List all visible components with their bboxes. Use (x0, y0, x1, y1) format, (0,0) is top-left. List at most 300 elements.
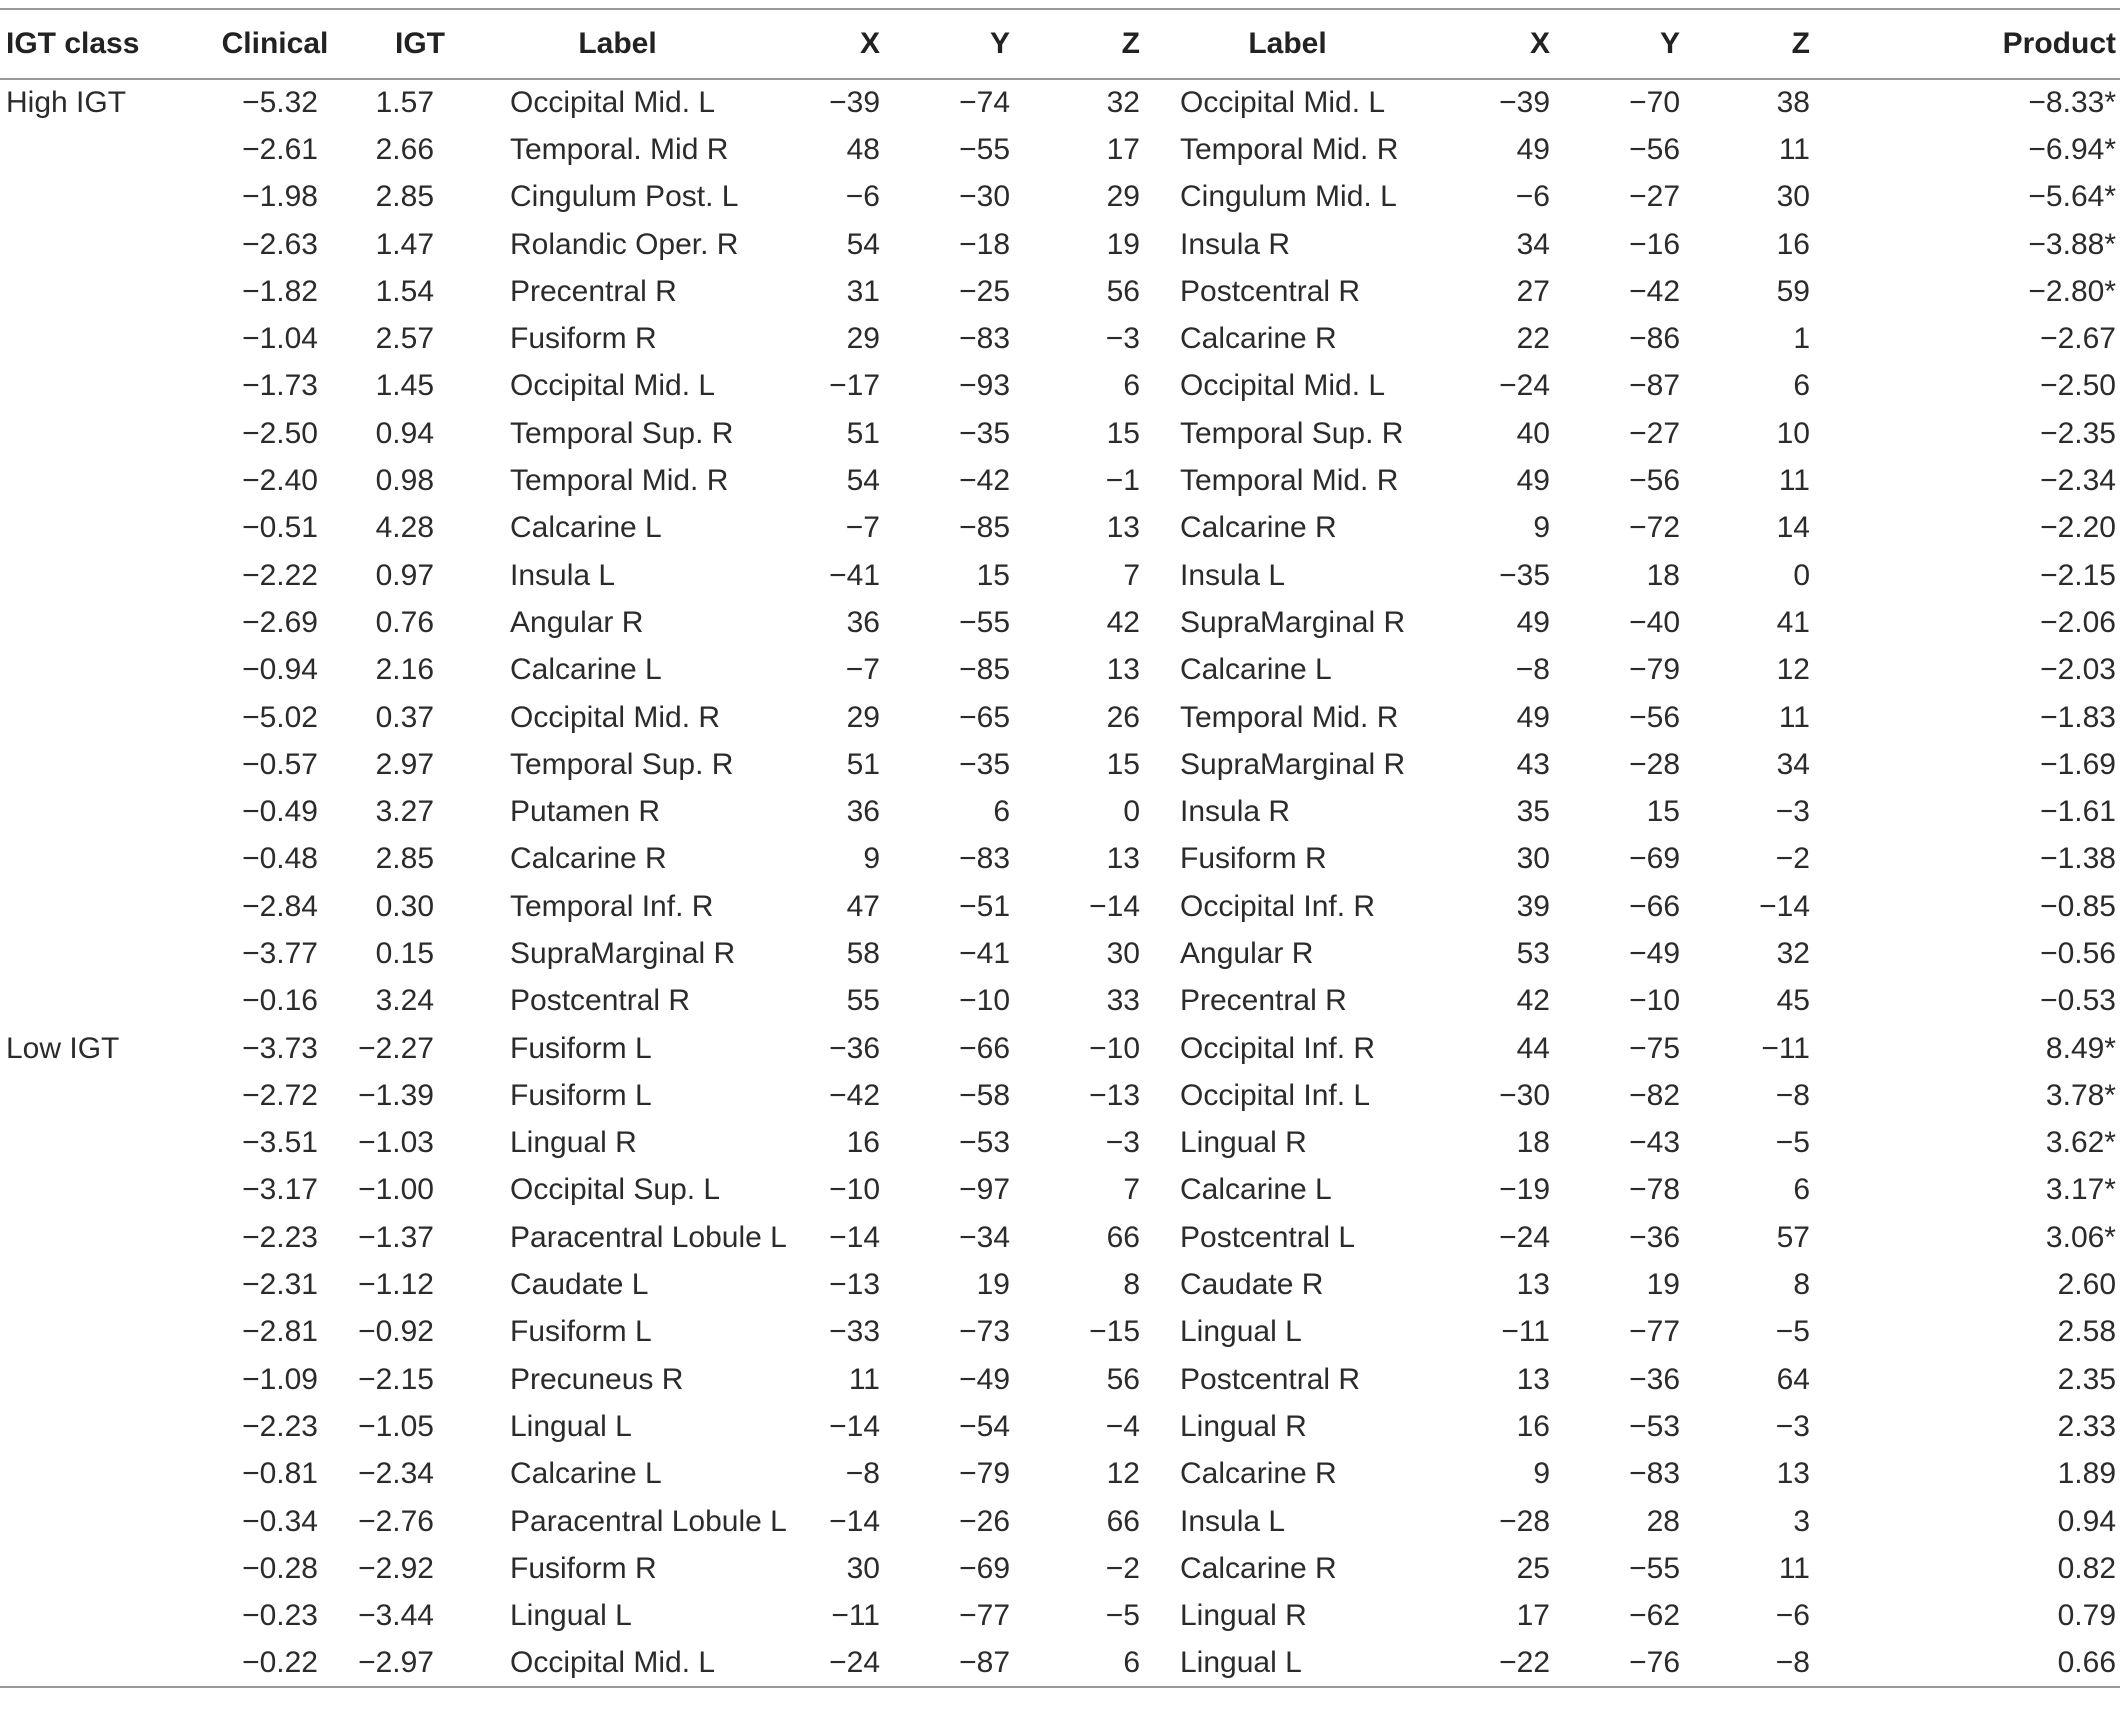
cell-x-2: 49 (1516, 700, 1550, 734)
header-igt: IGT (350, 9, 490, 79)
table-row (0, 883, 2120, 930)
cell-label-2: Occipital Inf. R (1180, 889, 1376, 923)
cell-label-2: Caudate R (1180, 1268, 1324, 1302)
table-row (0, 1261, 2120, 1308)
cell-y-2: −36 (1629, 1220, 1680, 1254)
cell-label-1: Occipital Mid. R (510, 700, 721, 734)
cell-z-2: 10 (1776, 416, 1810, 450)
results-table (0, 8, 2120, 1688)
cell-z-1: 19 (1106, 227, 1140, 261)
cell-z-2: 11 (1778, 700, 1810, 734)
cell-igt-class (0, 978, 200, 1025)
cell-x-2: 9 (1533, 1457, 1550, 1491)
cell-clinical: −5.32 (242, 86, 318, 120)
cell-x-1: −14 (829, 1220, 880, 1254)
cell-y-1: −35 (959, 747, 1010, 781)
cell-product: −2.03 (2040, 653, 2116, 687)
cell-z-1: 32 (1106, 86, 1140, 120)
table-row (0, 694, 2120, 741)
cell-z-2: −5 (1775, 1315, 1810, 1349)
cell-label-2: Occipital Inf. R (1180, 1031, 1376, 1065)
cell-y-1: −87 (900, 1640, 1030, 1687)
cell-igt-class (0, 1072, 200, 1119)
cell-y-1: −83 (959, 842, 1010, 876)
cell-y-2: −83 (1629, 1457, 1680, 1491)
cell-z-2: −11 (1761, 1031, 1810, 1065)
cell-igt: 1.47 (375, 227, 434, 261)
cell-clinical: −2.63 (242, 227, 318, 261)
cell-igt: 2.66 (375, 132, 434, 166)
cell-x-2: 18 (1516, 1126, 1550, 1160)
cell-clinical: −2.23 (242, 1409, 318, 1443)
cell-igt: 0.15 (375, 936, 434, 970)
cell-x-2: 17 (1516, 1599, 1550, 1633)
cell-y-1: 6 (993, 795, 1010, 829)
table-row (0, 836, 2120, 883)
cell-x-2: −24 (1499, 369, 1550, 403)
cell-z-1: −3 (1105, 322, 1140, 356)
cell-z-1: −10 (1089, 1031, 1140, 1065)
cell-z-1: 12 (1106, 1457, 1140, 1491)
cell-label-1: Lingual R (510, 1126, 637, 1160)
cell-x-2: 9 (1533, 511, 1550, 545)
table-row (0, 1072, 2120, 1119)
cell-igt-class (0, 1261, 200, 1308)
cell-igt: −1.37 (358, 1220, 434, 1254)
table-header (0, 9, 2120, 79)
cell-x-1: 47 (846, 889, 880, 923)
cell-y-2: −72 (1629, 511, 1680, 545)
cell-z-1: −5 (1105, 1599, 1140, 1633)
cell-y-1: 19 (976, 1268, 1010, 1302)
cell-igt-class (0, 552, 200, 599)
cell-y-2: −69 (1629, 842, 1680, 876)
cell-y-1: −69 (959, 1551, 1010, 1585)
cell-x-2: −39 (1499, 86, 1550, 120)
cell-z-1: 26 (1106, 700, 1140, 734)
cell-x-1: 29 (846, 322, 880, 356)
table-row (0, 1120, 2120, 1167)
cell-label-2: Temporal Sup. R (1180, 416, 1404, 450)
cell-z-2: 8 (1793, 1268, 1810, 1302)
cell-x-2: 13 (1516, 1268, 1550, 1302)
cell-label-1: Insula L (510, 558, 616, 592)
cell-z-1: 66 (1106, 1220, 1140, 1254)
cell-z-2: 11 (1778, 132, 1810, 166)
cell-z-1: 29 (1106, 180, 1140, 214)
cell-label-1: Rolandic Oper. R (510, 227, 739, 261)
table-row (0, 505, 2120, 552)
cell-x-2: 27 (1516, 274, 1550, 308)
cell-y-2: −16 (1629, 227, 1680, 261)
cell-x-2: −6 (1515, 180, 1550, 214)
cell-x-1: 51 (846, 416, 880, 450)
cell-y-2: −49 (1629, 936, 1680, 970)
cell-label-1: Temporal. Mid R (510, 132, 729, 166)
cell-z-2: −8 (1775, 1078, 1810, 1112)
table-row (0, 647, 2120, 694)
cell-y-1: −25 (959, 274, 1010, 308)
cell-y-1: −51 (959, 889, 1010, 923)
cell-z-2: −3 (1775, 795, 1810, 829)
cell-product: −0.56 (2040, 936, 2116, 970)
cell-clinical: −0.94 (242, 653, 318, 687)
cell-igt: 1.45 (375, 369, 434, 403)
cell-label-1: Angular R (510, 605, 644, 639)
cell-product: 8.49* (2045, 1031, 2116, 1065)
cell-igt-class (0, 1545, 200, 1592)
cell-z-1: 0 (1123, 795, 1140, 829)
cell-clinical: −1.09 (242, 1362, 318, 1396)
cell-igt-class (0, 315, 200, 362)
cell-z-2: 12 (1776, 653, 1810, 687)
cell-product: −0.85 (2040, 889, 2116, 923)
cell-product: 1.89 (2057, 1457, 2116, 1491)
cell-x-2: 25 (1516, 1551, 1550, 1585)
cell-igt-class (0, 268, 200, 315)
header-x-2: X (1415, 9, 1570, 79)
cell-clinical: −2.69 (242, 605, 318, 639)
cell-z-1: 6 (1123, 369, 1140, 403)
cell-igt-class (0, 788, 200, 835)
cell-product: −0.53 (2040, 984, 2116, 1018)
cell-igt: 0.76 (375, 605, 434, 639)
cell-label-2: Lingual L (1160, 1640, 1415, 1687)
table-row (0, 174, 2120, 221)
cell-x-2: 42 (1516, 984, 1550, 1018)
cell-z-1: −3 (1105, 1126, 1140, 1160)
table-row (0, 1640, 2120, 1687)
cell-igt: 3.24 (375, 984, 434, 1018)
cell-x-1: −7 (845, 511, 880, 545)
cell-z-2: 30 (1776, 180, 1810, 214)
cell-igt-class (0, 1403, 200, 1450)
cell-x-2: 49 (1516, 464, 1550, 498)
cell-y-1: −49 (959, 1362, 1010, 1396)
cell-clinical: −2.81 (242, 1315, 318, 1349)
cell-label-1: Temporal Inf. R (510, 889, 714, 923)
cell-igt-class (0, 1120, 200, 1167)
cell-clinical: −0.49 (242, 795, 318, 829)
cell-y-1: −53 (959, 1126, 1010, 1160)
cell-igt-class (0, 930, 200, 977)
cell-x-1: 54 (846, 227, 880, 261)
cell-label-2: SupraMarginal R (1180, 605, 1406, 639)
cell-igt-class (0, 1640, 200, 1687)
cell-x-2: −19 (1499, 1173, 1550, 1207)
header-clinical: Clinical (200, 9, 350, 79)
cell-z-1: 17 (1106, 132, 1140, 166)
cell-y-1: −30 (959, 180, 1010, 214)
cell-label-2: Calcarine L (1180, 653, 1332, 687)
cell-label-2: Insula R (1180, 795, 1291, 829)
cell-product: 3.62* (2045, 1126, 2116, 1160)
cell-y-1: −10 (959, 984, 1010, 1018)
cell-y-1: −42 (959, 464, 1010, 498)
cell-igt-class (0, 410, 200, 457)
cell-y-1: −18 (959, 227, 1010, 261)
cell-x-1: −8 (845, 1457, 880, 1491)
cell-x-1: −41 (829, 558, 880, 592)
cell-product: −6.94* (2028, 132, 2116, 166)
cell-x-1: 30 (846, 1551, 880, 1585)
cell-y-2: −56 (1629, 464, 1680, 498)
cell-x-2: 44 (1516, 1031, 1550, 1065)
header-x-1: X (745, 9, 900, 79)
cell-y-2: −28 (1629, 747, 1680, 781)
cell-clinical: −5.02 (242, 700, 318, 734)
cell-z-1: −4 (1105, 1409, 1140, 1443)
cell-igt: −3.44 (358, 1599, 434, 1633)
cell-label-1: Occipital Mid. L (510, 369, 716, 403)
cell-y-2: −27 (1629, 416, 1680, 450)
cell-z-1: 13 (1106, 653, 1140, 687)
cell-z-1: 15 (1106, 416, 1140, 450)
cell-x-1: −14 (829, 1409, 880, 1443)
cell-igt: 2.16 (375, 653, 434, 687)
cell-x-1: −13 (829, 1268, 880, 1302)
cell-z-2: 38 (1776, 86, 1810, 120)
cell-label-1: Calcarine L (510, 1457, 662, 1491)
cell-x-1: 51 (846, 747, 880, 781)
cell-product: −2.80* (2028, 274, 2116, 308)
cell-igt: 2.85 (375, 842, 434, 876)
cell-z-2: 6 (1793, 369, 1810, 403)
table-row (0, 1356, 2120, 1403)
cell-clinical: −2.31 (242, 1268, 318, 1302)
cell-product: −2.06 (2040, 605, 2116, 639)
cell-label-2: Calcarine R (1180, 322, 1337, 356)
cell-x-2: 40 (1516, 416, 1550, 450)
cell-clinical: −0.23 (242, 1599, 318, 1633)
header-y-2: Y (1570, 9, 1700, 79)
cell-clinical: −0.28 (242, 1551, 318, 1585)
cell-z-2: 14 (1776, 511, 1810, 545)
table-row (0, 1025, 2120, 1072)
cell-product: −3.88* (2028, 227, 2116, 261)
cell-igt: −2.97 (350, 1640, 490, 1687)
table-row (0, 552, 2120, 599)
cell-y-1: −77 (959, 1599, 1010, 1633)
cell-y-1: −41 (959, 936, 1010, 970)
cell-product: 2.60 (2057, 1268, 2116, 1302)
table-row (0, 741, 2120, 788)
table-row (0, 1403, 2120, 1450)
cell-y-1: −73 (959, 1315, 1010, 1349)
table-row (0, 788, 2120, 835)
cell-clinical: −3.17 (242, 1173, 318, 1207)
cell-y-1: −55 (959, 132, 1010, 166)
cell-igt: −2.15 (358, 1362, 434, 1396)
cell-igt: −2.34 (358, 1457, 434, 1491)
cell-y-1: −55 (959, 605, 1010, 639)
cell-z-2: 13 (1776, 1457, 1810, 1491)
cell-y-2: 15 (1646, 795, 1680, 829)
cell-x-1: 48 (846, 132, 880, 166)
cell-z-1: −2 (1105, 1551, 1140, 1585)
cell-label-2: Cingulum Mid. L (1180, 180, 1397, 214)
cell-x-1: 29 (846, 700, 880, 734)
cell-product: 2.33 (2057, 1409, 2116, 1443)
table-row (0, 410, 2120, 457)
cell-x-2: −35 (1499, 558, 1550, 592)
cell-clinical: −2.72 (242, 1078, 318, 1112)
cell-z-1: 33 (1106, 984, 1140, 1018)
table-row (0, 1214, 2120, 1261)
cell-label-2: Calcarine L (1180, 1173, 1332, 1207)
cell-y-2: −76 (1570, 1640, 1700, 1687)
cell-z-1: 56 (1106, 274, 1140, 308)
cell-z-2: 32 (1776, 936, 1810, 970)
cell-z-1: −13 (1089, 1078, 1140, 1112)
cell-product: 0.79 (2057, 1599, 2116, 1633)
results-table-container (0, 8, 2120, 1688)
cell-x-1: 36 (846, 795, 880, 829)
cell-igt: −1.03 (358, 1126, 434, 1160)
table-row (0, 1498, 2120, 1545)
cell-igt-class (0, 647, 200, 694)
cell-y-1: −34 (959, 1220, 1010, 1254)
cell-x-2: 34 (1516, 227, 1550, 261)
cell-x-1: 16 (846, 1126, 880, 1160)
cell-label-2: Occipital Mid. L (1180, 86, 1386, 120)
cell-x-1: −14 (829, 1504, 880, 1538)
cell-clinical: −2.23 (242, 1220, 318, 1254)
cell-x-1: 31 (846, 274, 880, 308)
cell-clinical: −1.04 (242, 322, 318, 356)
cell-z-1: 13 (1106, 511, 1140, 545)
cell-y-1: −35 (959, 416, 1010, 450)
cell-y-2: −27 (1629, 180, 1680, 214)
cell-y-2: −56 (1629, 132, 1680, 166)
cell-igt-class (0, 1356, 200, 1403)
cell-label-1: Lingual L (510, 1599, 632, 1633)
cell-x-2: 30 (1516, 842, 1550, 876)
cell-product: −1.83 (2040, 700, 2116, 734)
cell-y-2: −42 (1629, 274, 1680, 308)
cell-y-2: 28 (1646, 1504, 1680, 1538)
table-row (0, 1167, 2120, 1214)
cell-label-1: Fusiform R (510, 322, 657, 356)
cell-clinical: −1.73 (242, 369, 318, 403)
cell-x-2: −30 (1499, 1078, 1550, 1112)
cell-z-1: −15 (1089, 1315, 1140, 1349)
cell-z-2: 0 (1793, 558, 1810, 592)
cell-y-1: −54 (959, 1409, 1010, 1443)
cell-label-1: Fusiform R (510, 1551, 657, 1585)
cell-y-2: −75 (1629, 1031, 1680, 1065)
cell-label-1: Temporal Sup. R (510, 416, 734, 450)
cell-igt: −2.92 (358, 1551, 434, 1585)
cell-clinical: −3.73 (242, 1031, 318, 1065)
cell-product: 0.94 (2057, 1504, 2116, 1538)
cell-igt-class (0, 1498, 200, 1545)
cell-igt-class (0, 221, 200, 268)
cell-z-1: 7 (1123, 558, 1140, 592)
cell-z-1: 66 (1106, 1504, 1140, 1538)
cell-label-1: Precentral R (510, 274, 677, 308)
cell-z-2: 41 (1776, 605, 1810, 639)
cell-y-1: −79 (959, 1457, 1010, 1491)
cell-clinical: −0.34 (242, 1504, 318, 1538)
cell-z-2: 64 (1776, 1362, 1810, 1396)
table-row (0, 363, 2120, 410)
cell-clinical: −0.81 (242, 1457, 318, 1491)
cell-x-2: 39 (1516, 889, 1550, 923)
cell-x-1: 36 (846, 605, 880, 639)
cell-label-2: Calcarine R (1180, 511, 1337, 545)
cell-x-1: −33 (829, 1315, 880, 1349)
table-row (0, 457, 2120, 504)
header-z-2: Z (1700, 9, 1830, 79)
cell-label-2: Insula L (1180, 558, 1286, 592)
cell-x-1: −10 (829, 1173, 880, 1207)
cell-product: −1.69 (2040, 747, 2116, 781)
cell-igt-class (0, 363, 200, 410)
cell-y-1: −93 (959, 369, 1010, 403)
cell-clinical: −2.22 (242, 558, 318, 592)
cell-x-2: −28 (1499, 1504, 1550, 1538)
cell-y-1: −85 (959, 653, 1010, 687)
cell-product: −2.35 (2040, 416, 2116, 450)
cell-x-1: −17 (829, 369, 880, 403)
cell-y-2: −66 (1629, 889, 1680, 923)
cell-y-1: −66 (959, 1031, 1010, 1065)
cell-z-1: 7 (1123, 1173, 1140, 1207)
cell-product: 3.78* (2045, 1078, 2116, 1112)
cell-y-1: −26 (959, 1504, 1010, 1538)
cell-label-1: Temporal Mid. R (510, 464, 729, 498)
cell-x-1: −42 (829, 1078, 880, 1112)
cell-clinical: −2.40 (242, 464, 318, 498)
cell-igt: −1.39 (358, 1078, 434, 1112)
cell-x-1: 55 (846, 984, 880, 1018)
cell-igt-class (0, 836, 200, 883)
cell-igt-class (0, 457, 200, 504)
header-label-1: Label (490, 9, 745, 79)
table-row (0, 978, 2120, 1025)
cell-z-1: 42 (1106, 605, 1140, 639)
cell-clinical: −2.50 (242, 416, 318, 450)
header-z-1: Z (1030, 9, 1160, 79)
cell-y-2: −53 (1629, 1409, 1680, 1443)
cell-x-2: 16 (1516, 1409, 1550, 1443)
cell-product: 3.06* (2045, 1220, 2116, 1254)
cell-igt: −2.27 (358, 1031, 434, 1065)
cell-label-2: Insula R (1180, 227, 1291, 261)
cell-label-2: Postcentral R (1180, 274, 1361, 308)
table-row (0, 930, 2120, 977)
cell-z-2: 16 (1776, 227, 1810, 261)
cell-y-1: −83 (959, 322, 1010, 356)
cell-z-2: −3 (1775, 1409, 1810, 1443)
cell-label-2: Postcentral R (1180, 1362, 1361, 1396)
cell-label-2: Angular R (1180, 936, 1314, 970)
cell-y-2: −77 (1629, 1315, 1680, 1349)
cell-igt: 2.97 (375, 747, 434, 781)
table-row (0, 1593, 2120, 1640)
cell-y-2: −87 (1629, 369, 1680, 403)
cell-igt: 0.30 (375, 889, 434, 923)
cell-x-1: 11 (848, 1362, 880, 1396)
cell-label-2: Fusiform R (1180, 842, 1327, 876)
cell-z-1: 6 (1030, 1640, 1160, 1687)
cell-igt-class (0, 1309, 200, 1356)
cell-product: 2.35 (2057, 1362, 2116, 1396)
table-row (0, 79, 2120, 126)
cell-z-2: −6 (1775, 1599, 1810, 1633)
cell-z-2: 11 (1778, 464, 1810, 498)
